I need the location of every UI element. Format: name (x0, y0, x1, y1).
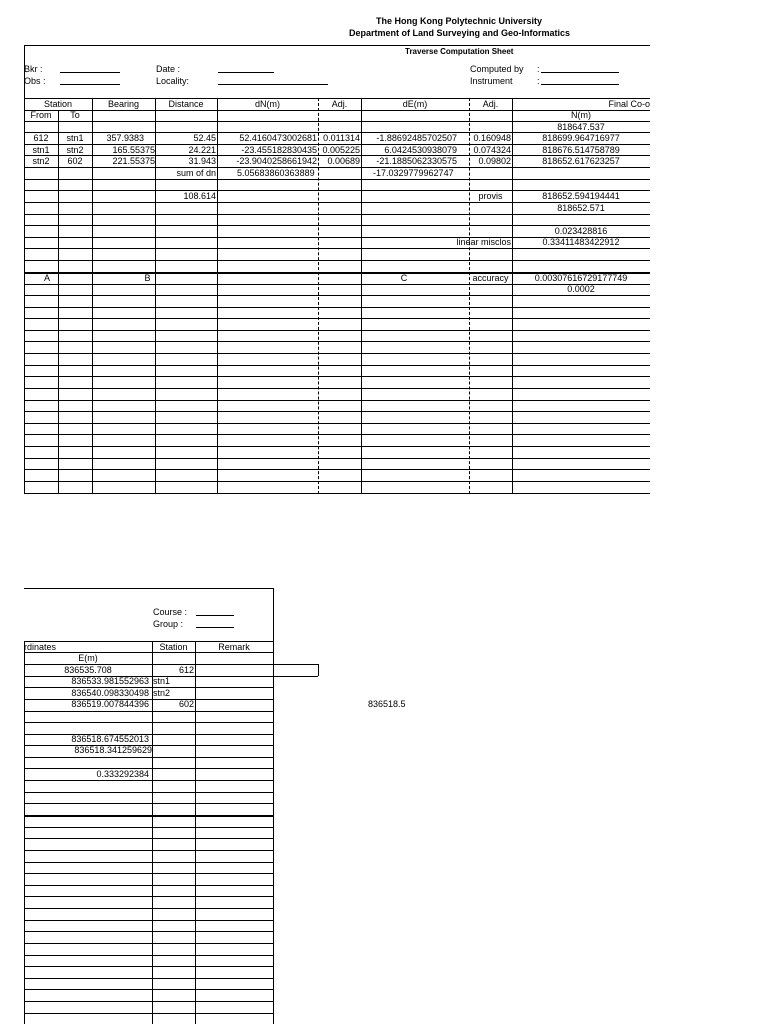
group-field[interactable] (196, 627, 234, 628)
distance-cell: 52.45 (193, 133, 216, 143)
grid-row-line (24, 458, 650, 459)
grid-row-line (24, 943, 273, 944)
e-header: E(m) (78, 653, 98, 663)
sheet-title: Traverse Computation Sheet (405, 47, 514, 56)
grid-row-line (24, 780, 273, 781)
bearing-cell: 221.55375 (112, 156, 155, 166)
grid-row-line (24, 388, 650, 389)
from-cell: stn1 (32, 145, 50, 155)
computed-by-colon: : (537, 64, 540, 74)
obs-field[interactable] (60, 84, 120, 85)
de-cell: 6.0424530938079 (384, 145, 457, 155)
grid-row-line (24, 295, 650, 296)
known-n: 818652.571 (557, 203, 605, 213)
distance-cell: 24.221 (188, 145, 216, 155)
adj1-cell: 0.011314 (323, 133, 360, 143)
grid-row-line (24, 978, 273, 979)
grid-row-line (24, 989, 273, 990)
linear-misclose-value: 0.33411483422912 (542, 237, 620, 247)
grid-row-line (24, 908, 273, 909)
distance-cell: 31.943 (188, 156, 216, 166)
grid-row-line (24, 966, 273, 967)
course-label: Course : (153, 607, 188, 617)
grid-row-line (24, 873, 273, 874)
sum-dn: 5.05683860363889 (237, 168, 315, 178)
de-cell: -21.1885062330575 (376, 156, 457, 166)
lower-right-border (273, 588, 274, 1024)
start-e: 836535.708 (64, 665, 112, 675)
sum-of-dn-label: sum of dn (176, 168, 216, 178)
bearing-cell: 165.55375 (112, 145, 155, 155)
station-cell: 602 (178, 699, 194, 709)
station-header-2: Station (159, 642, 188, 652)
start-n: 818647.537 (557, 122, 605, 132)
grid-row-line (24, 850, 273, 851)
grid-row-line (24, 469, 650, 470)
provis-label: provis (478, 191, 503, 201)
stray-value: 836518.5 (368, 699, 406, 709)
grid-row-line (24, 376, 650, 377)
n-header: N(m) (571, 110, 591, 120)
grid-row-line (24, 1013, 273, 1014)
provis-n: 818652.594194441 (542, 191, 620, 201)
computed-by-field[interactable] (541, 72, 619, 73)
department-title: Department of Land Surveying and Geo-Informatics (349, 28, 571, 38)
grid-row-line (24, 307, 650, 308)
grid-row-line (24, 260, 650, 261)
to-cell: stn2 (66, 145, 84, 155)
n-cell: 818699.964716977 (542, 133, 620, 143)
university-title: The Hong Kong Polytechnic University (376, 16, 543, 26)
grid-row-line (24, 248, 650, 249)
grid-row-line (24, 920, 273, 921)
grid-row-line (24, 792, 273, 793)
provis-e: 836518.674552013 (71, 734, 149, 744)
locality-label: Locality: (156, 76, 190, 86)
letter-c: C (400, 273, 408, 283)
to-header: To (70, 110, 80, 120)
grid-row-line (24, 214, 650, 215)
distance-header: Distance (168, 99, 204, 109)
col-line-from (58, 110, 59, 494)
letter-b: B (144, 273, 151, 283)
adj1-cell: 0.005225 (322, 145, 360, 155)
grid-row-line (24, 167, 650, 168)
date-field[interactable] (218, 72, 274, 73)
accuracy-label: accuracy (472, 273, 509, 283)
bkr-label: Bkr : (24, 64, 43, 74)
top-border (24, 45, 650, 46)
total-distance: 108.614 (183, 191, 216, 201)
computed-by-label: Computed by (470, 64, 524, 74)
bkr-field[interactable] (60, 72, 120, 73)
grid-row-line (24, 931, 273, 932)
grid-col-line (318, 664, 319, 676)
known-e: 836518.341259629 (74, 745, 152, 755)
grid-row-line (24, 411, 650, 412)
grid-row-line (24, 481, 650, 482)
grid-row-line (24, 711, 273, 712)
date-label: Date : (156, 64, 181, 74)
final-coords-header: Final Co-o (608, 99, 650, 109)
station-header: Station (43, 99, 73, 109)
station-cell: stn2 (153, 688, 171, 698)
from-header: From (30, 110, 52, 120)
grid-row-line (24, 318, 650, 319)
grid-row-line (24, 400, 650, 401)
n-cell: 818676.514758789 (542, 145, 620, 155)
adj1-cell: 0.00689 (327, 156, 360, 166)
obs-label: Obs : (24, 76, 46, 86)
adj2-cell: 0.074324 (473, 145, 511, 155)
instrument-label: Instrument (470, 76, 513, 86)
to-cell: stn1 (66, 133, 84, 143)
e-cell: 836540.098330498 (71, 688, 149, 698)
group-label: Group : (153, 619, 184, 629)
bearing-cell: 357.9383 (106, 133, 144, 143)
grid-row-line (24, 365, 650, 366)
remark-header: Remark (218, 642, 250, 652)
adj1-header: Adj. (331, 99, 348, 109)
grid-row-line (24, 434, 650, 435)
start-station: 612 (178, 665, 194, 675)
final-coords-header-cont: rdinates (24, 642, 57, 652)
dn-cell: -23.455182830435 (241, 145, 317, 155)
e-cell: 836533.981552963 (71, 676, 149, 686)
grid-row-line (24, 803, 273, 804)
letter-a: A (43, 273, 50, 283)
grid-row-line (195, 676, 318, 677)
de-cell: -1.88692485702507 (376, 133, 457, 143)
dn-header: dN(m) (255, 99, 280, 109)
lower-top-border (24, 588, 273, 589)
dn-cell: -23.9040258661942 (236, 156, 317, 166)
grid-row-line (24, 179, 650, 180)
course-field[interactable] (196, 615, 234, 616)
grid-row-line (24, 885, 273, 886)
misclose-de: 0.333292384 (96, 769, 149, 779)
n-cell: 818652.617623257 (542, 156, 620, 166)
grid-row-line (24, 353, 650, 354)
grid-row-line (24, 493, 650, 494)
instrument-colon: : (537, 76, 540, 86)
grid-row-line (195, 664, 318, 665)
col-line-station (195, 641, 196, 1024)
linear-misclose-label: linear misclos (456, 237, 511, 247)
to-cell: 602 (67, 156, 83, 166)
from-cell: 612 (33, 133, 49, 143)
bearing-header: Bearing (107, 99, 140, 109)
grid-row-line (24, 955, 273, 956)
adj2-cell: 0.09802 (478, 156, 511, 166)
de-header: dE(m) (402, 99, 428, 109)
e-cell: 836519.007844396 (71, 699, 149, 709)
dn-cell: 52.4160473002681 (239, 133, 317, 143)
grid-row-line (24, 330, 650, 331)
station-cell: stn1 (153, 676, 171, 686)
grid-row-line (24, 722, 273, 723)
from-cell: stn2 (32, 156, 50, 166)
grid-row-line (24, 446, 650, 447)
grid-row-line (24, 341, 650, 342)
accuracy-value: 0.00307616729177749 (534, 273, 628, 283)
grid-row-line (24, 838, 273, 839)
misclose-dn: 0.023428816 (554, 226, 608, 236)
locality-field[interactable] (218, 84, 328, 85)
grid-row-line (24, 423, 650, 424)
grid-row-line (24, 896, 273, 897)
grid-row-line (24, 862, 273, 863)
adj2-header: Adj. (482, 99, 499, 109)
grid-row-line (24, 815, 273, 817)
grid-row-line (24, 1001, 273, 1002)
grid-row-line (24, 827, 273, 828)
instrument-field[interactable] (541, 84, 619, 85)
accuracy-limit: 0.0002 (567, 284, 595, 294)
grid-row-line (24, 757, 273, 758)
adj2-cell: 0.160948 (473, 133, 511, 143)
sum-de: -17.0329779962747 (373, 168, 454, 178)
